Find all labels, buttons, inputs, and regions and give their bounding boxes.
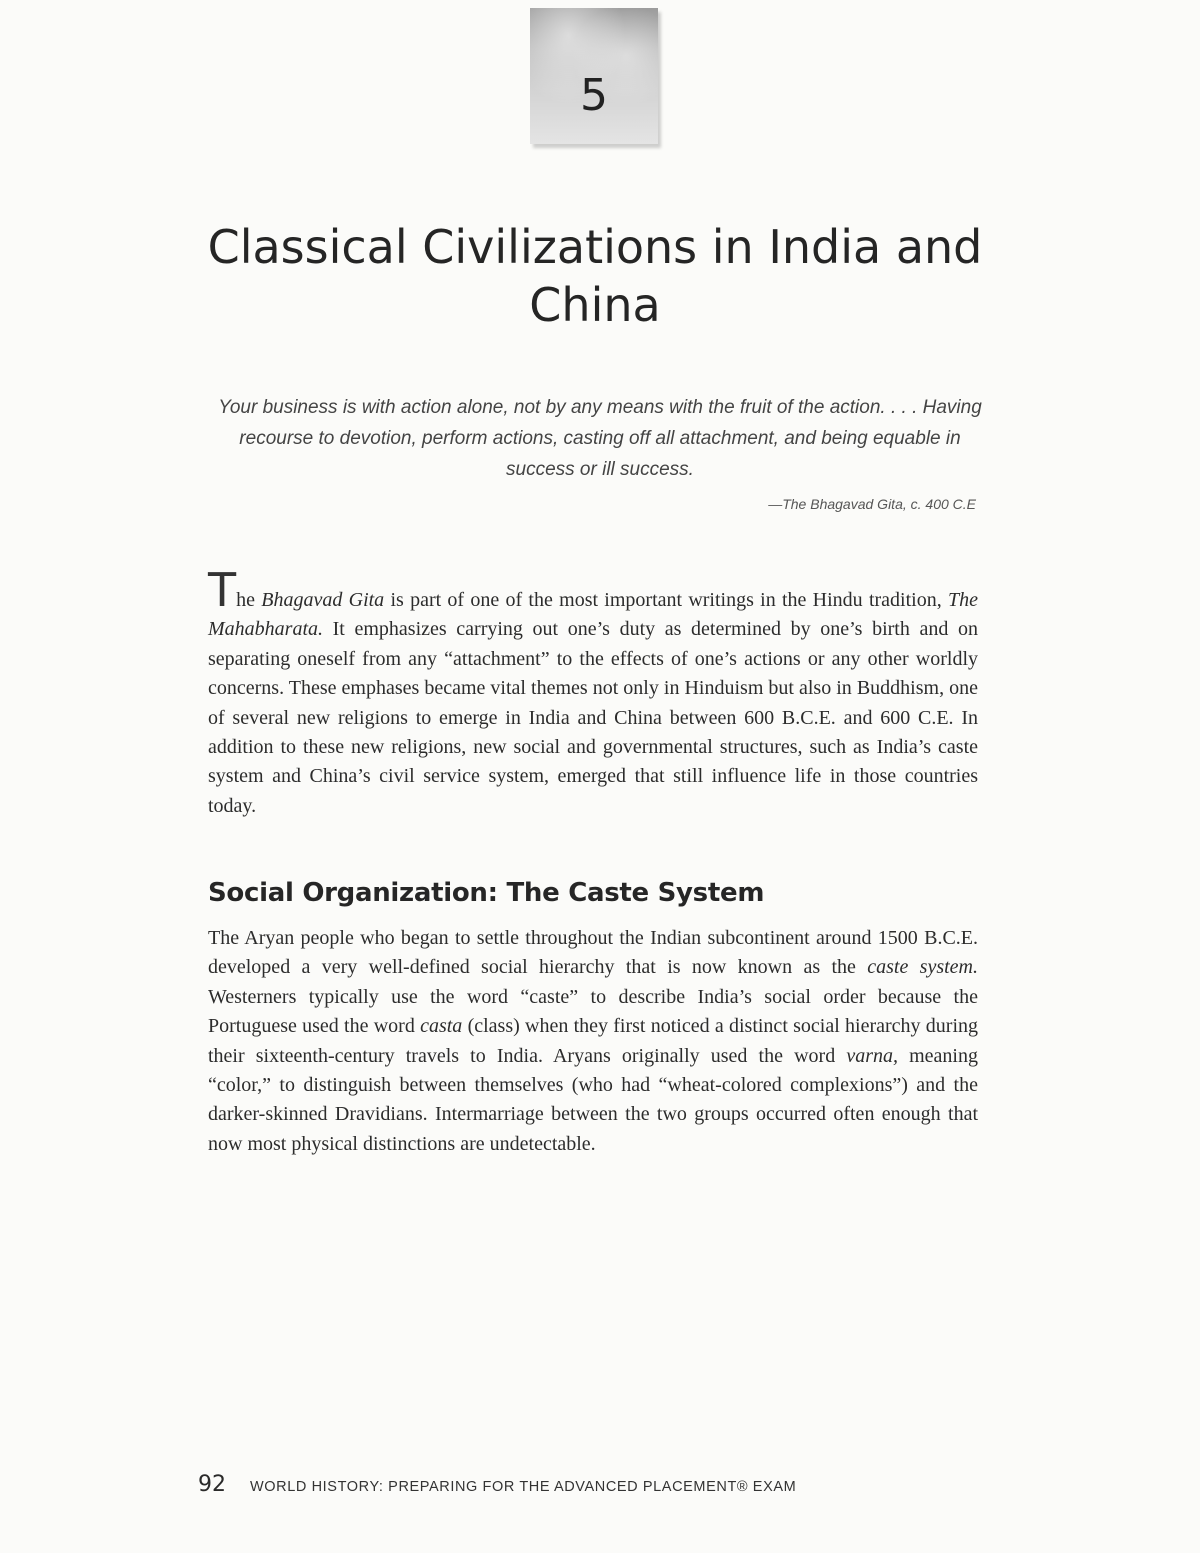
intro-paragraph (208, 563, 978, 821)
intro-text-3: It emphasizes carrying out one’s duty as determined by one’s birth and on separating oneself from any “attachment” to the effects of one’s actions or any other worldly concerns. These emphases became vital themes not only in Hinduism but also in Buddhism, one of several new religions to emerge in India and China between 600 B.C.E. and 600 C.E. In addition to these new religions, new social and governmental structures, such as India’s caste system and China’s civil service system, emerged that still influence life in those countries today. (208, 618, 978, 817)
page-footer (198, 1472, 796, 1497)
epigraph-source: —The Bhagavad Gita, c. 400 C.E (768, 496, 976, 512)
chapter-number: 5 (580, 70, 608, 121)
intro-emphasis-bhagavad-gita: Bhagavad Gita (261, 589, 385, 611)
intro-text-1: he (236, 589, 262, 611)
section-text-2: Westerners typically use the word “caste” to describe India’s social order because the Portuguese used the word (208, 985, 978, 1038)
section-emphasis-casta: casta (420, 1015, 463, 1038)
intro-emphasis-mahabharata: The Mahabharata. (208, 589, 978, 641)
section-text-3: (class) when they first noticed a distinct social hierarchy during their sixteenth-century travels to India. Aryans originally used the word (208, 1015, 978, 1067)
page-number: 92 (198, 1472, 226, 1497)
section-heading: Social Organization: The Caste System (208, 878, 765, 908)
intro-text-2: is part of one of the most important writings in the Hindu tradition, (384, 589, 948, 611)
chapter-title: Classical Civilizations in India and China (207, 220, 983, 332)
drop-cap: T (208, 563, 237, 617)
running-footer-title: WORLD HISTORY: PREPARING FOR THE ADVANCED PLACEMENT® EXAM (250, 1479, 797, 1495)
section-emphasis-caste-system: caste system. (867, 956, 978, 979)
section-emphasis-varna: varna, (846, 1044, 898, 1067)
section-text-1: The Aryan people who began to settle throughout the Indian subcontinent around 1500 B.C.E. developed a very well-defined social hierarchy that is now known as the (208, 927, 978, 979)
section-text-4: meaning “color,” to distinguish between themselves (who had “wheat-colored complexions”) and the darker-skinned Dravidians. Intermarriage between the two groups occurred often enough that now most physical distinctions are undetectable. (208, 1044, 978, 1155)
chapter-number-tab (530, 8, 658, 144)
section-paragraph (208, 924, 978, 1159)
epigraph-quote: Your business is with action alone, not by any means with the fruit of the action. . . . Having recourse to devotion, perform actions, casting off all attachment, and being equable in success or ill success. (218, 397, 982, 480)
